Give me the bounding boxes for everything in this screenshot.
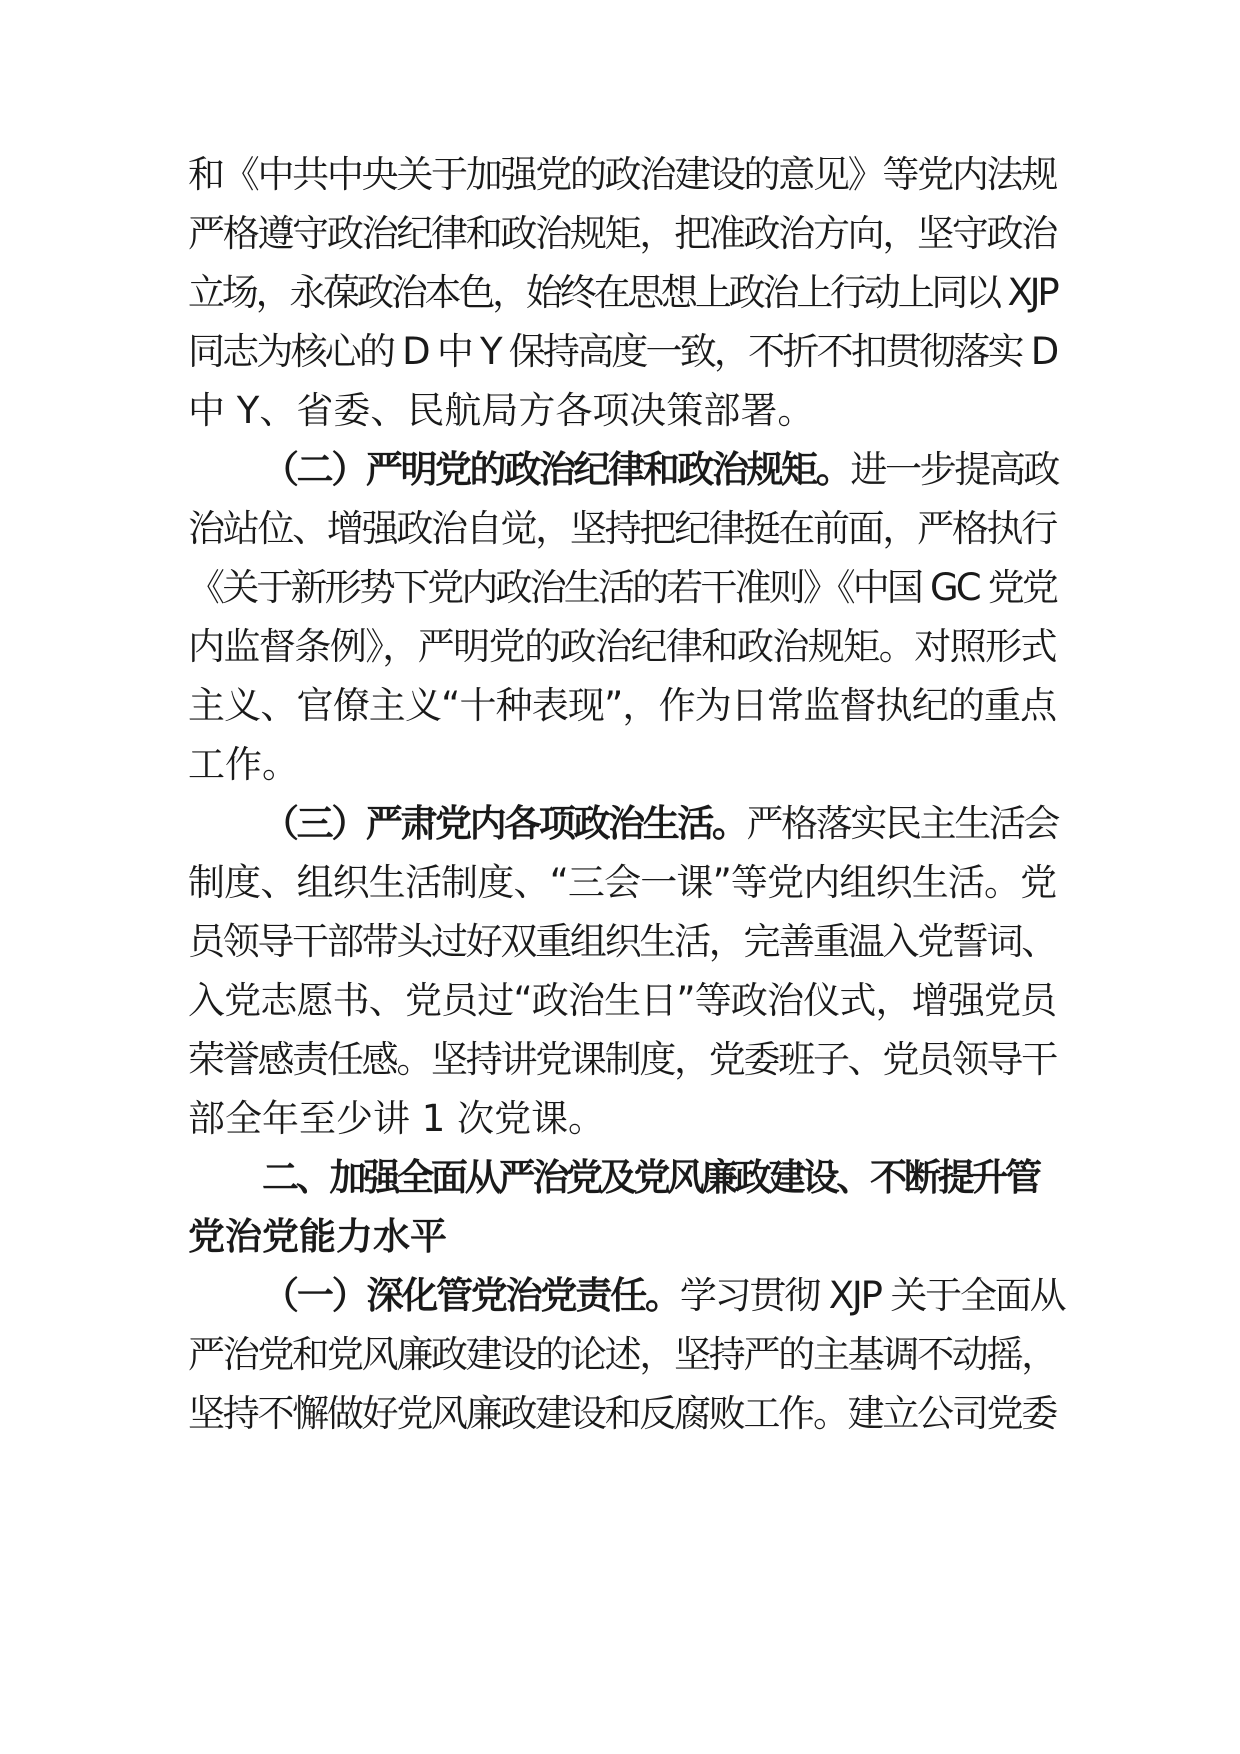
body-text-line: 治站位、增强政治自觉，坚持把纪律挺在前面，严格执行: [188, 507, 1056, 550]
subsection-heading: （三）严肃党内各项政治生活。: [262, 802, 747, 845]
body-text-line: 坚持不懈做好党风廉政建设和反腐败工作。建立公司党委: [188, 1392, 1056, 1435]
body-text: 进一步提高政: [850, 448, 1059, 491]
body-text-line: 入党志愿书、党员过“政治生日”等政治仪式，增强党员: [188, 979, 1057, 1022]
paragraph-first-line: [188, 1271, 1130, 1321]
body-text-line: 同志为核心的 D 中 Y 保持高度一致，不折不扣贯彻落实 D: [188, 330, 1057, 373]
body-text-line: 严格遵守政治纪律和政治规矩，把准政治方向，坚守政治: [188, 212, 1056, 255]
body-text-line: 立场，永葆政治本色，始终在思想上政治上行动上同以 XJP: [188, 271, 1057, 314]
subsection-heading: （一）深化管党治党责任。: [262, 1274, 680, 1317]
body-text-line: 部全年至少讲 1 次党课。: [188, 1097, 606, 1140]
section-heading-line: 二、加强全面从严治党及党风廉政建设、不断提升管: [262, 1156, 1039, 1199]
body-text-line: 员领导干部带头过好双重组织生活，完善重温入党誓词、: [188, 920, 1056, 963]
body-text-line: 主义、官僚主义“十种表现”，作为日常监督执纪的重点: [188, 684, 1057, 727]
paragraph-first-line: [188, 799, 1130, 849]
paragraph-first-line: [188, 445, 1130, 495]
body-text-line: 中 Y、省委、民航局方各项决策部署。: [188, 389, 815, 432]
body-text-line: 和《中共中央关于加强党的政治建设的意见》等党内法规: [188, 153, 1056, 196]
body-text: 严格落实民主生活会: [746, 802, 1059, 845]
section-heading-line: 党治党能力水平: [188, 1215, 447, 1258]
body-text-line: 内监督条例》，严明党的政治纪律和政治规矩。对照形式: [188, 625, 1056, 668]
body-text-line: 《关于新形势下党内政治生活的若干准则》《中国 GC 党党: [188, 566, 1056, 609]
body-text-line: 制度、组织生活制度、“三会一课”等党内组织生活。党: [188, 861, 1057, 904]
body-text-line: 工作。: [188, 743, 299, 786]
body-text-line: 严治党和党风廉政建设的论述，坚持严的主基调不动摇，: [188, 1333, 1056, 1376]
body-text: 学习贯彻 XJP 关于全面从: [679, 1274, 1065, 1317]
body-text-line: 荣誉感责任感。坚持讲党课制度，党委班子、党员领导干: [188, 1038, 1056, 1081]
subsection-heading: （二）严明党的政治纪律和政治规矩。: [262, 448, 851, 491]
